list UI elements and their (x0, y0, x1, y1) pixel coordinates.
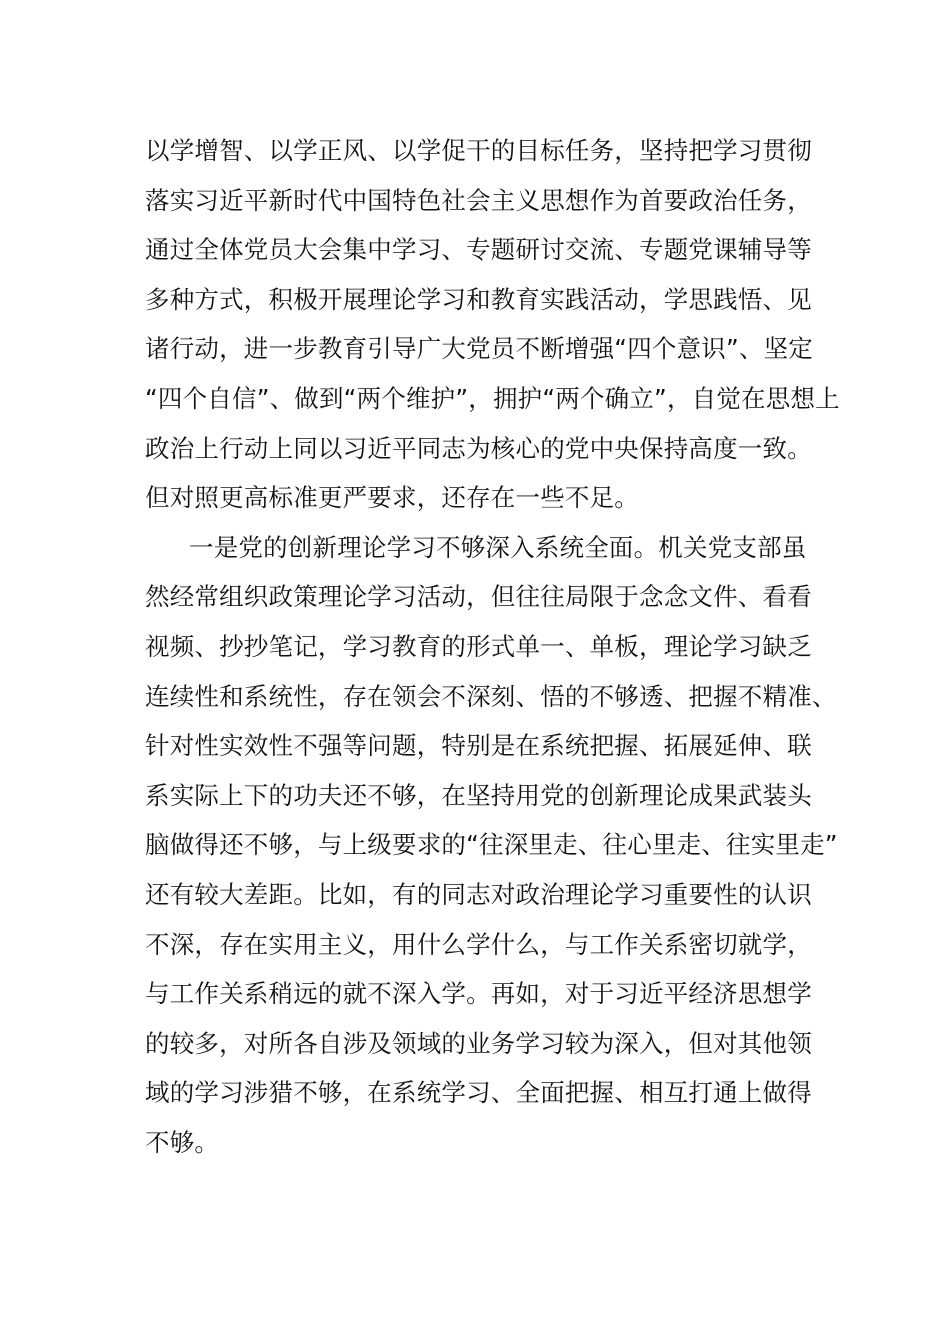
text-line: 落实习近平新时代中国特色社会主义思想作为首要政治任务， (145, 185, 812, 215)
text-line: 诸行动，进一步教育引导广大党员不断增强“四个意识”、坚定 (145, 334, 813, 364)
text-line: 脑做得还不够，与上级要求的“往深里走、往心里走、往实里走” (145, 830, 838, 860)
text-line: 的较多，对所各自涉及领域的业务学习较为深入，但对其他领 (145, 1028, 812, 1058)
text-line: 针对性实效性不强等问题，特别是在系统把握、拓展延伸、联 (145, 731, 812, 761)
text-line: 与工作关系稍远的就不深入学。再如，对于习近平经济思想学 (145, 979, 812, 1009)
text-line: 通过全体党员大会集中学习、专题研讨交流、专题党课辅导等 (145, 235, 812, 265)
text-line: 但对照更高标准更严要求，还存在一些不足。 (145, 483, 639, 513)
text-line: 以学增智、以学正风、以学促干的目标任务，坚持把学习贯彻 (145, 136, 812, 165)
text-line: 连续性和系统性，存在领会不深刻、悟的不够透、把握不精准、 (145, 681, 837, 711)
text-line: 然经常组织政策理论学习活动，但往往局限于念念文件、看看 (145, 582, 812, 612)
text-line: 不够。 (145, 1127, 220, 1157)
text-line: 多种方式，积极开展理论学习和教育实践活动，学思践悟、见 (145, 284, 812, 314)
text-line: 政治上行动上同以习近平同志为核心的党中央保持高度一致。 (145, 433, 812, 463)
text-line: 不深，存在实用主义，用什么学什么，与工作关系密切就学， (145, 929, 812, 959)
text-line: 系实际上下的功夫还不够，在坚持用党的创新理论成果武装头 (145, 780, 812, 810)
text-line: “四个自信”、做到“两个维护”，拥护“两个确立”，自觉在思想上 (145, 383, 840, 413)
paragraph-start-line: 一是党的创新理论学习不够深入系统全面。机关党支部虽 (189, 532, 807, 562)
document-body (145, 126, 840, 1167)
text-line: 视频、抄抄笔记，学习教育的形式单一、单板，理论学习缺乏 (145, 631, 812, 661)
text-line: 域的学习涉猎不够，在系统学习、全面把握、相互打通上做得 (145, 1078, 812, 1108)
text-line: 还有较大差距。比如，有的同志对政治理论学习重要性的认识 (145, 879, 812, 909)
